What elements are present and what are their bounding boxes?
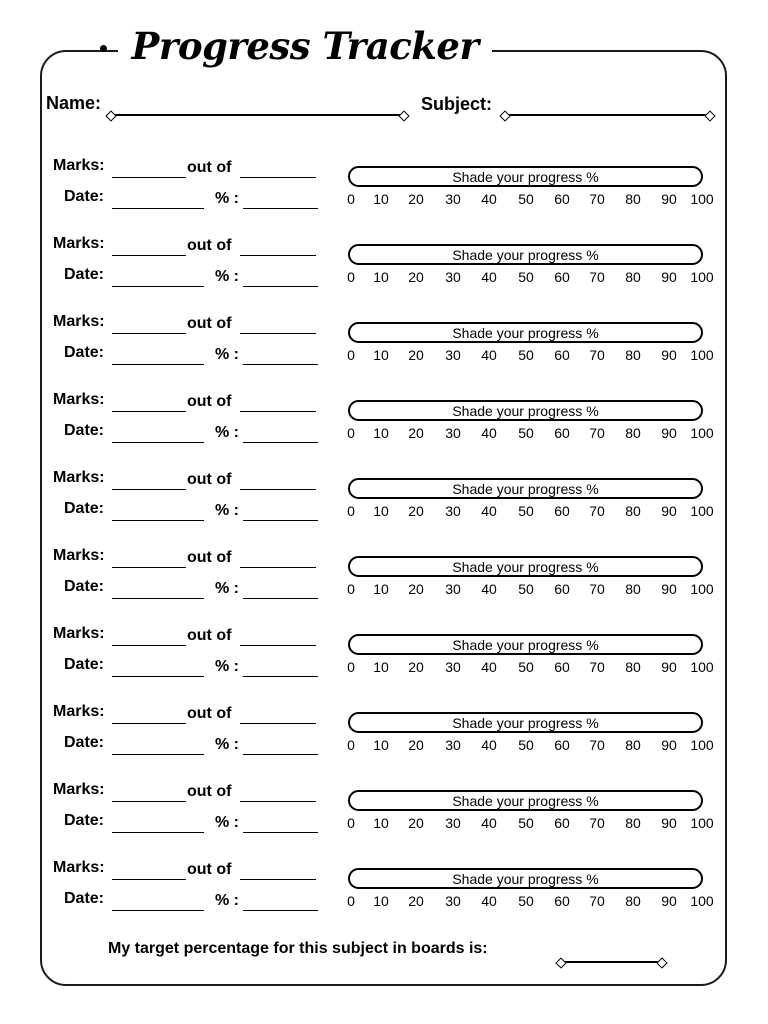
out-of-label: out of [187, 471, 232, 488]
scale-tick: 30 [445, 191, 461, 207]
marks-label: Marks: [53, 703, 105, 720]
percent-field[interactable] [243, 832, 318, 833]
scale-tick: 60 [554, 737, 570, 753]
marks-label: Marks: [53, 781, 105, 798]
scale-tick: 20 [408, 815, 424, 831]
out-of-label: out of [187, 861, 232, 878]
scale-tick: 80 [625, 191, 641, 207]
scale-tick: 50 [518, 503, 534, 519]
scale-tick: 30 [445, 737, 461, 753]
percent-label: % : [215, 814, 239, 831]
date-field[interactable] [112, 442, 204, 443]
progress-bar[interactable]: Shade your progress % [348, 244, 703, 265]
scale-tick: 30 [445, 893, 461, 909]
out-of-field[interactable] [240, 645, 316, 646]
percent-field[interactable] [243, 754, 318, 755]
date-field[interactable] [112, 208, 204, 209]
date-field[interactable] [112, 910, 204, 911]
scale-tick: 70 [589, 893, 605, 909]
date-field[interactable] [112, 754, 204, 755]
scale-tick: 10 [373, 815, 389, 831]
scale-tick: 20 [408, 581, 424, 597]
scale-tick: 80 [625, 347, 641, 363]
scale-tick: 30 [445, 347, 461, 363]
out-of-label: out of [187, 549, 232, 566]
scale-tick: 20 [408, 893, 424, 909]
percent-field[interactable] [243, 910, 318, 911]
marks-label: Marks: [53, 859, 105, 876]
title-area [118, 16, 492, 76]
progress-entry [0, 701, 768, 761]
scale-tick: 50 [518, 737, 534, 753]
scale-tick: 10 [373, 269, 389, 285]
marks-field[interactable] [112, 411, 186, 412]
out-of-label: out of [187, 237, 232, 254]
percent-label: % : [215, 424, 239, 441]
out-of-field[interactable] [240, 879, 316, 880]
date-label: Date: [64, 656, 105, 673]
scale-tick: 90 [661, 581, 677, 597]
scale-tick: 50 [518, 425, 534, 441]
progress-entry [0, 311, 768, 371]
progress-entry [0, 389, 768, 449]
progress-bar[interactable]: Shade your progress % [348, 790, 703, 811]
date-field[interactable] [112, 676, 204, 677]
scale-tick: 60 [554, 347, 570, 363]
scale-tick: 10 [373, 659, 389, 675]
date-field[interactable] [112, 286, 204, 287]
progress-bar[interactable]: Shade your progress % [348, 478, 703, 499]
progress-entry [0, 545, 768, 605]
scale-tick: 10 [373, 737, 389, 753]
scale-tick: 30 [445, 503, 461, 519]
percent-field[interactable] [243, 598, 318, 599]
progress-entry [0, 155, 768, 215]
scale-tick: 0 [347, 893, 355, 909]
name-field[interactable] [110, 114, 406, 116]
scale-tick: 60 [554, 581, 570, 597]
marks-label: Marks: [53, 313, 105, 330]
scale-tick: 10 [373, 425, 389, 441]
scale-tick: 20 [408, 659, 424, 675]
scale-tick: 70 [589, 269, 605, 285]
percent-label: % : [215, 736, 239, 753]
out-of-label: out of [187, 783, 232, 800]
marks-field[interactable] [112, 567, 186, 568]
scale-tick: 0 [347, 425, 355, 441]
date-label: Date: [64, 890, 105, 907]
out-of-field[interactable] [240, 411, 316, 412]
scale-tick: 90 [661, 269, 677, 285]
marks-label: Marks: [53, 547, 105, 564]
scale-tick: 30 [445, 659, 461, 675]
title-left-dot [100, 45, 107, 52]
scale-tick: 0 [347, 737, 355, 753]
scale-tick: 100 [690, 893, 714, 909]
percent-label: % : [215, 580, 239, 597]
scale-tick: 80 [625, 269, 641, 285]
date-label: Date: [64, 266, 105, 283]
date-field[interactable] [112, 598, 204, 599]
scale-tick: 100 [690, 815, 714, 831]
marks-field[interactable] [112, 333, 186, 334]
scale-tick: 90 [661, 893, 677, 909]
scale-tick: 80 [625, 893, 641, 909]
percent-field[interactable] [243, 364, 318, 365]
scale-tick: 0 [347, 503, 355, 519]
percent-label: % : [215, 892, 239, 909]
scale-tick: 20 [408, 269, 424, 285]
marks-label: Marks: [53, 235, 105, 252]
scale-tick: 30 [445, 269, 461, 285]
subject-label: Subject: [421, 94, 493, 114]
scale-tick: 40 [481, 269, 497, 285]
marks-label: Marks: [53, 469, 105, 486]
scale-tick: 60 [554, 893, 570, 909]
scale-tick: 0 [347, 191, 355, 207]
scale-tick: 30 [445, 425, 461, 441]
scale-tick: 90 [661, 191, 677, 207]
scale-tick: 70 [589, 191, 605, 207]
scale-tick: 50 [518, 893, 534, 909]
progress-bar[interactable]: Shade your progress % [348, 868, 703, 889]
scale-tick: 70 [589, 737, 605, 753]
percent-field[interactable] [243, 442, 318, 443]
date-label: Date: [64, 500, 105, 517]
progress-bar[interactable]: Shade your progress % [348, 166, 703, 187]
percent-field[interactable] [243, 676, 318, 677]
target-percentage-field[interactable] [561, 961, 663, 963]
scale-tick: 100 [690, 503, 714, 519]
out-of-field[interactable] [240, 801, 316, 802]
out-of-field[interactable] [240, 177, 316, 178]
percent-label: % : [215, 658, 239, 675]
scale-tick: 100 [690, 659, 714, 675]
out-of-label: out of [187, 627, 232, 644]
scale-tick: 50 [518, 347, 534, 363]
target-percentage-label: My target percentage for this subject in boards is: [108, 940, 488, 957]
scale-tick: 90 [661, 815, 677, 831]
date-field[interactable] [112, 832, 204, 833]
scale-tick: 60 [554, 503, 570, 519]
scale-tick: 20 [408, 347, 424, 363]
scale-tick: 30 [445, 815, 461, 831]
marks-label: Marks: [53, 157, 105, 174]
scale-tick: 20 [408, 191, 424, 207]
out-of-field[interactable] [240, 489, 316, 490]
marks-field[interactable] [112, 489, 186, 490]
page-title: Progress Tracker [131, 24, 479, 68]
scale-tick: 70 [589, 815, 605, 831]
scale-tick: 70 [589, 503, 605, 519]
marks-label: Marks: [53, 625, 105, 642]
subject-field[interactable] [505, 114, 710, 116]
date-label: Date: [64, 578, 105, 595]
scale-tick: 60 [554, 659, 570, 675]
scale-tick: 40 [481, 581, 497, 597]
scale-tick: 70 [589, 659, 605, 675]
marks-label: Marks: [53, 391, 105, 408]
scale-tick: 60 [554, 269, 570, 285]
marks-field[interactable] [112, 645, 186, 646]
scale-tick: 90 [661, 659, 677, 675]
scale-tick: 40 [481, 737, 497, 753]
scale-tick: 40 [481, 425, 497, 441]
date-label: Date: [64, 422, 105, 439]
scale-tick: 30 [445, 581, 461, 597]
out-of-field[interactable] [240, 567, 316, 568]
progress-entry [0, 623, 768, 683]
marks-field[interactable] [112, 723, 186, 724]
scale-tick: 100 [690, 581, 714, 597]
scale-tick: 0 [347, 815, 355, 831]
scale-tick: 50 [518, 191, 534, 207]
percent-label: % : [215, 502, 239, 519]
scale-tick: 50 [518, 581, 534, 597]
scale-tick: 40 [481, 893, 497, 909]
scale-tick: 40 [481, 659, 497, 675]
date-field[interactable] [112, 364, 204, 365]
scale-tick: 40 [481, 503, 497, 519]
date-label: Date: [64, 734, 105, 751]
scale-tick: 10 [373, 347, 389, 363]
date-label: Date: [64, 344, 105, 361]
scale-tick: 50 [518, 659, 534, 675]
scale-tick: 40 [481, 347, 497, 363]
progress-bar[interactable]: Shade your progress % [348, 634, 703, 655]
date-label: Date: [64, 812, 105, 829]
out-of-label: out of [187, 705, 232, 722]
marks-field[interactable] [112, 177, 186, 178]
progress-entry [0, 857, 768, 917]
scale-tick: 90 [661, 503, 677, 519]
scale-tick: 80 [625, 737, 641, 753]
scale-tick: 80 [625, 815, 641, 831]
marks-field[interactable] [112, 801, 186, 802]
scale-tick: 80 [625, 503, 641, 519]
scale-tick: 100 [690, 347, 714, 363]
date-label: Date: [64, 188, 105, 205]
percent-field[interactable] [243, 286, 318, 287]
out-of-label: out of [187, 159, 232, 176]
progress-bar[interactable]: Shade your progress % [348, 322, 703, 343]
scale-tick: 20 [408, 503, 424, 519]
scale-tick: 0 [347, 659, 355, 675]
name-label: Name: [46, 93, 102, 113]
scale-tick: 10 [373, 503, 389, 519]
percent-label: % : [215, 190, 239, 207]
date-field[interactable] [112, 520, 204, 521]
scale-tick: 60 [554, 815, 570, 831]
scale-tick: 20 [408, 737, 424, 753]
scale-tick: 90 [661, 737, 677, 753]
out-of-field[interactable] [240, 255, 316, 256]
scale-tick: 80 [625, 659, 641, 675]
scale-tick: 10 [373, 581, 389, 597]
scale-tick: 80 [625, 425, 641, 441]
out-of-label: out of [187, 315, 232, 332]
scale-tick: 60 [554, 425, 570, 441]
scale-tick: 90 [661, 425, 677, 441]
scale-tick: 10 [373, 191, 389, 207]
out-of-field[interactable] [240, 723, 316, 724]
scale-tick: 0 [347, 269, 355, 285]
percent-label: % : [215, 346, 239, 363]
scale-tick: 40 [481, 191, 497, 207]
scale-tick: 20 [408, 425, 424, 441]
scale-tick: 100 [690, 269, 714, 285]
progress-entry [0, 467, 768, 527]
progress-entry [0, 779, 768, 839]
progress-entry [0, 233, 768, 293]
scale-tick: 0 [347, 581, 355, 597]
scale-tick: 0 [347, 347, 355, 363]
scale-tick: 70 [589, 425, 605, 441]
scale-tick: 70 [589, 347, 605, 363]
progress-bar[interactable]: Shade your progress % [348, 400, 703, 421]
percent-label: % : [215, 268, 239, 285]
out-of-label: out of [187, 393, 232, 410]
scale-tick: 100 [690, 737, 714, 753]
scale-tick: 50 [518, 815, 534, 831]
marks-field[interactable] [112, 255, 186, 256]
scale-tick: 100 [690, 425, 714, 441]
scale-tick: 60 [554, 191, 570, 207]
scale-tick: 100 [690, 191, 714, 207]
out-of-field[interactable] [240, 333, 316, 334]
marks-field[interactable] [112, 879, 186, 880]
percent-field[interactable] [243, 520, 318, 521]
scale-tick: 80 [625, 581, 641, 597]
scale-tick: 70 [589, 581, 605, 597]
percent-field[interactable] [243, 208, 318, 209]
progress-bar[interactable]: Shade your progress % [348, 712, 703, 733]
scale-tick: 40 [481, 815, 497, 831]
scale-tick: 50 [518, 269, 534, 285]
scale-tick: 10 [373, 893, 389, 909]
scale-tick: 90 [661, 347, 677, 363]
progress-bar[interactable]: Shade your progress % [348, 556, 703, 577]
